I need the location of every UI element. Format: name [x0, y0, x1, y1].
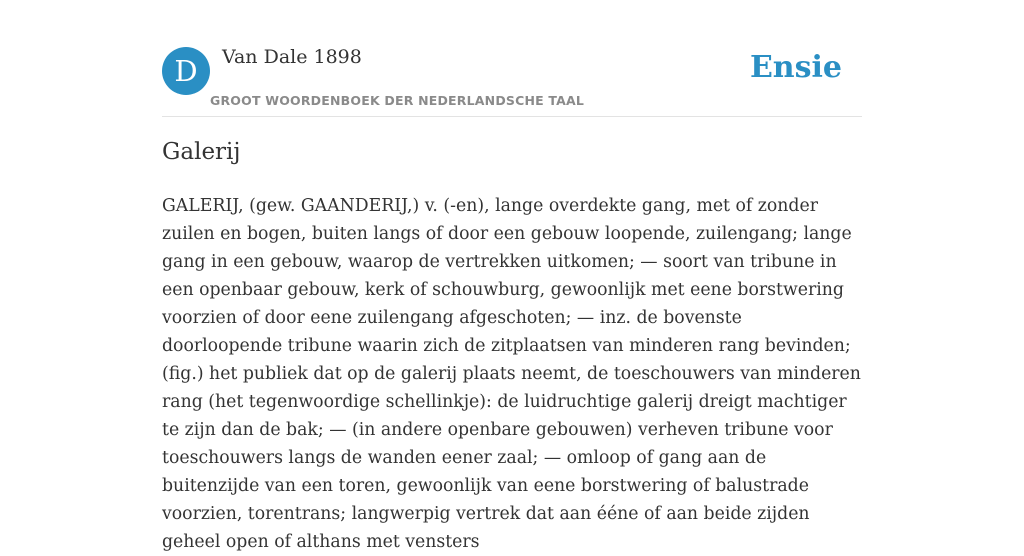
header — [162, 46, 862, 117]
source-avatar[interactable]: D — [162, 47, 210, 95]
entry-body: GALERIJ, (gew. GAANDERIJ,) v. (-en), lange overdekte gang, met of zonder zuilen en bogen, buiten langs of door een gebouw loopende, zuilengang; lange gang in een gebouw, waarop de vertrekken uitkomen; — soort van tribune in een openbaar gebouw, kerk of schouwburg, gewoonlijk met eene borstwering voorzien of door eene zuilengang afgeschoten; — inz. de bovenste doorloopende tribune waarin zich de zitplaatsen van minderen rang bevinden; (fig.) het publiek dat op de galerij plaats neemt, de toeschouwers van minderen rang (het tegenwoordige schellinkje): de luidruchtige galerij dreigt machtiger te zijn dan de bak; — (in andere openbare gebouwen) verheven tribune voor toeschouwers langs de wanden eener zaal; — omloop of gang aan de buitenzijde van een toren, gewoonlijk van eene borstwering of balustrade voorzien, torentrans; langwerpig vertrek dat aan ééne of aan beide zijden geheel open of althans met vensters — [162, 196, 861, 552]
entry-title: Galerij — [162, 139, 241, 165]
source-subtitle: GROOT WOORDENBOEK DER NEDERLANDSCHE TAAL — [210, 93, 585, 108]
source-title[interactable]: Van Dale 1898 — [222, 46, 362, 68]
brand-logo[interactable]: Ensie — [749, 50, 842, 85]
